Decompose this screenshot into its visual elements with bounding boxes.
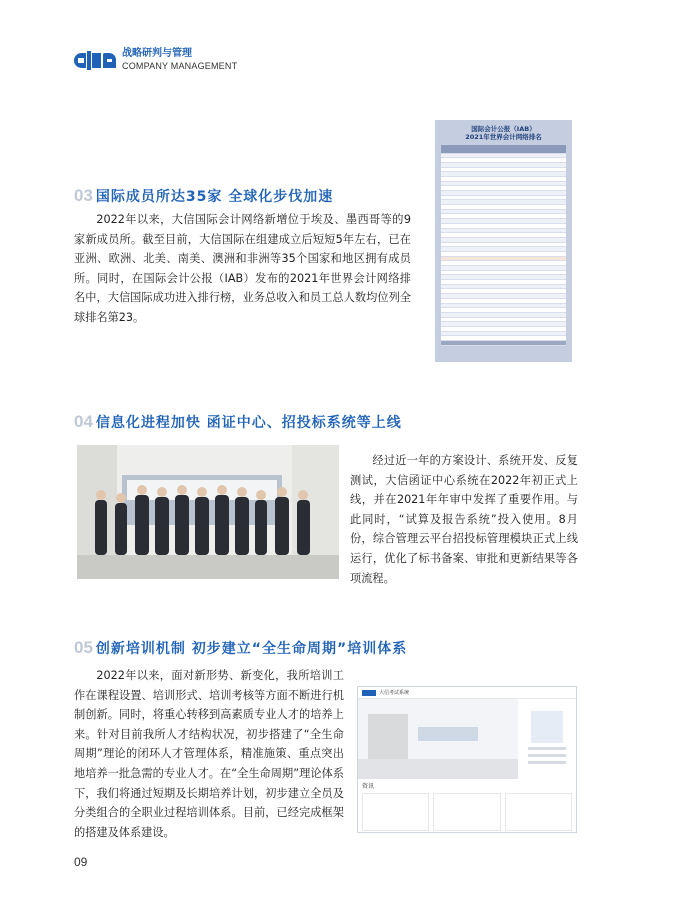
section-number: 05 xyxy=(74,638,93,657)
section-03-heading xyxy=(74,186,333,206)
section-title: 信息化进程加快 函证中心、招投标系统等上线 xyxy=(95,415,402,431)
news-section-label: 资讯 xyxy=(362,783,375,790)
section-title: 创新培训机制 初步建立“全生命周期”培训体系 xyxy=(95,641,408,657)
brand-name-cn: 战略研判与管理 xyxy=(122,48,192,59)
section-04-heading xyxy=(74,412,402,432)
page-header xyxy=(74,48,237,72)
company-logo xyxy=(74,49,116,71)
section-03-body: 2022年以来，大信国际会计网络新增位于埃及、墨西哥等的9家新成员所。截至目前，大信国际在组建成立后短短5年左右，已在亚洲、欧洲、北美、南美、澳洲和非洲等35个国家和地区拥有成员所。同时，在国际会计公报（IAB）发布的2021年世界会计网络排名中，大信国际成功进入排行榜，业务总收入和员工总人数均位列全球排名第23。 xyxy=(74,213,411,324)
iab-ranking-figure xyxy=(435,120,572,362)
section-04-body: 经过近一年的方案设计、系统开发、反复测试，大信函证中心系统在2022年初正式上线，并在2021年年审中发挥了重要作用。与此同时，“试算及报告系统”投入使用。8月份，综合管理云平台招投标管理模块正式上线运行，优化了标书备案、审批和更新结果等各项流程。 xyxy=(350,454,578,585)
system-logo-icon xyxy=(362,690,376,696)
section-05-heading xyxy=(74,638,407,658)
brand-name-en: COMPANY MANAGEMENT xyxy=(122,61,238,71)
iab-figure-title: 国际会计公报（IAB） 2021年世界会计网络排名 xyxy=(465,125,542,141)
iab-ranking-table xyxy=(441,145,566,346)
section-title: 国际成员所达35家 全球化步伐加速 xyxy=(95,189,334,205)
section-05-body: 2022年以来，面对新形势、新变化，我所培训工作在课程设置、培训形式、培训考核等方面不断进行机制创新。同时，将重心转移到高素质专业人才的培养上来。针对目前我所人才结构状况，初步搭建了“全生命周期”理论的闭环人才管理体系，精准施策、重点突出地培养一批急需的专业人才。在“全生命周期”理论体系下，我们将通过短期及长期培养计划，初步建立全员及分类组合的全职业过程培训体系。目前，已经完成框架的搭建及体系建设。 xyxy=(74,669,344,839)
system-brand: 大信考试系统 xyxy=(379,690,410,696)
banner-image xyxy=(358,699,518,779)
section-number: 03 xyxy=(74,186,93,205)
group-photo xyxy=(77,445,339,579)
section-number: 04 xyxy=(74,412,93,431)
page-number: 09 xyxy=(74,855,88,869)
training-system-screenshot xyxy=(357,686,577,833)
